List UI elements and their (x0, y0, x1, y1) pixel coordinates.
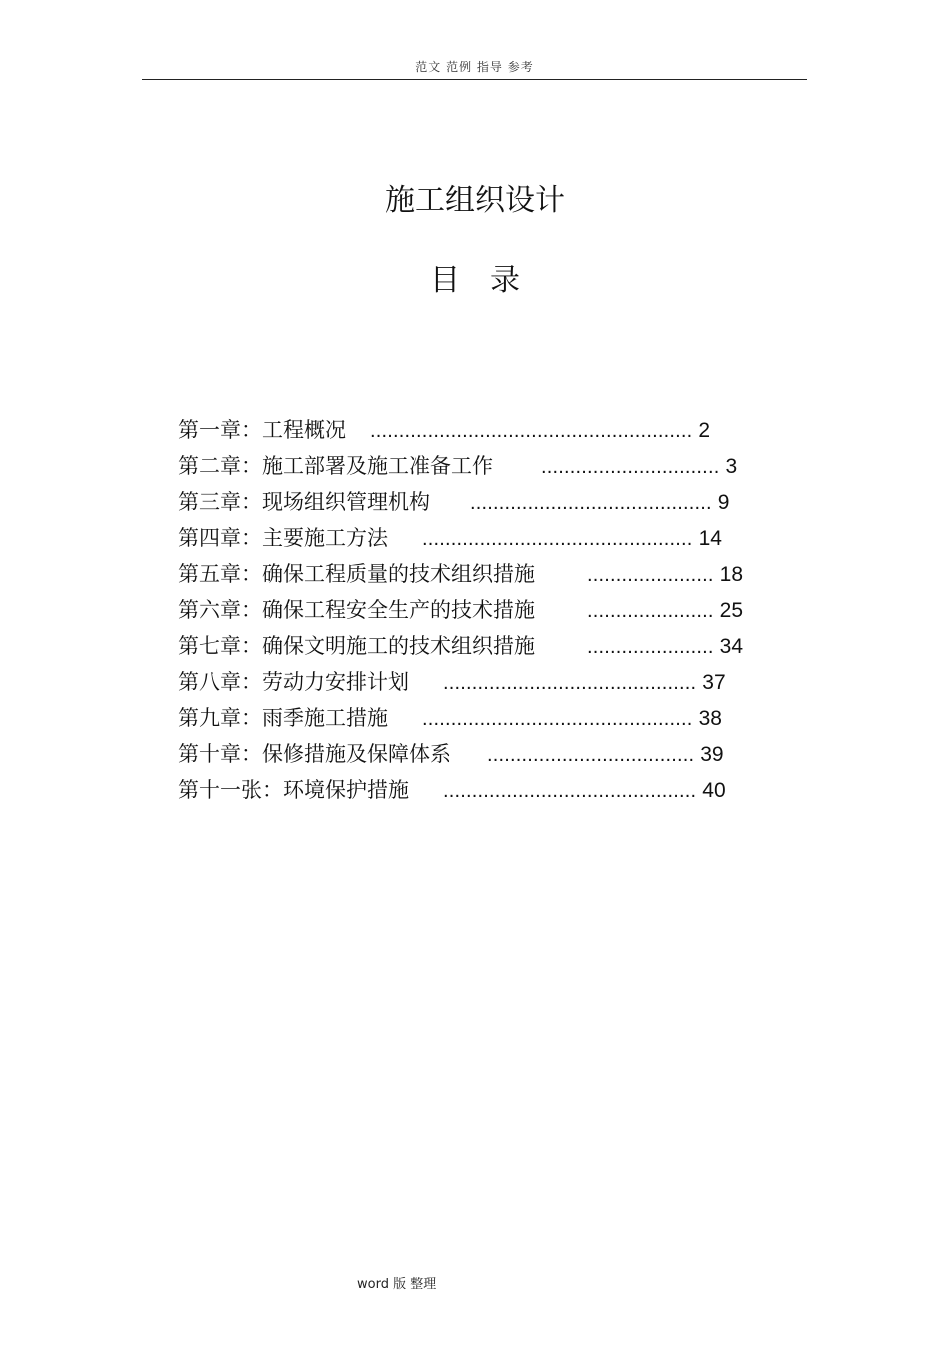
table-of-contents (178, 412, 818, 808)
toc-chapter-number: 第十章： (178, 742, 262, 766)
toc-chapter-number: 第七章： (178, 634, 262, 658)
toc-chapter-name: 确保工程质量的技术组织措施 (262, 562, 535, 586)
toc-entry[interactable] (178, 556, 818, 592)
toc-page-number: 40 (702, 779, 726, 802)
toc-page-number: 34 (719, 635, 744, 658)
toc-chapter-number: 第三章： (178, 490, 262, 514)
toc-entry[interactable] (178, 592, 818, 628)
toc-entry[interactable] (178, 628, 818, 664)
toc-page-number: 39 (700, 743, 724, 766)
toc-dot-leader: ............................... (541, 456, 720, 478)
toc-chapter-name: 主要施工方法 (262, 526, 388, 550)
toc-chapter-name: 劳动力安排计划 (262, 670, 409, 694)
toc-dot-leader: ............................................... (422, 708, 693, 730)
toc-page-number: 38 (698, 707, 722, 730)
toc-entry[interactable] (178, 700, 818, 736)
toc-entry[interactable] (178, 484, 818, 520)
toc-chapter-number: 第九章： (178, 706, 262, 730)
toc-chapter-number: 第五章： (178, 562, 262, 586)
page-footer: word 版 整理 (357, 1277, 437, 1292)
toc-entry[interactable] (178, 412, 818, 448)
toc-dot-leader: ............................................... (422, 528, 693, 550)
toc-chapter-number: 第一章： (178, 418, 262, 442)
toc-page-number: 14 (698, 527, 722, 550)
toc-entry[interactable] (178, 736, 818, 772)
toc-page-number: 18 (719, 563, 744, 586)
toc-chapter-name: 现场组织管理机构 (262, 490, 430, 514)
toc-dot-leader: ...................... (587, 600, 714, 622)
toc-dot-leader: .......................................... (470, 492, 712, 514)
toc-chapter-number: 第四章： (178, 526, 262, 550)
toc-page-number: 3 (725, 455, 738, 478)
document-title: 施工组织设计 (385, 183, 565, 218)
toc-chapter-name: 工程概况 (262, 418, 346, 442)
toc-dot-leader: .................................... (487, 744, 695, 766)
toc-page-number: 25 (719, 599, 744, 622)
toc-page-number: 37 (702, 671, 726, 694)
toc-page-number: 2 (698, 419, 711, 442)
header-divider (142, 79, 807, 80)
toc-chapter-name: 施工部署及施工准备工作 (262, 454, 493, 478)
toc-dot-leader: ............................................ (443, 780, 697, 802)
toc-page-number: 9 (717, 491, 730, 514)
page-header: 范文 范例 指导 参考 (415, 60, 534, 74)
toc-entry[interactable] (178, 520, 818, 556)
toc-dot-leader: ...................... (587, 636, 714, 658)
toc-chapter-name: 确保工程安全生产的技术措施 (262, 598, 535, 622)
toc-chapter-number: 第六章： (178, 598, 262, 622)
toc-entry[interactable] (178, 772, 818, 808)
toc-chapter-name: 环境保护措施 (283, 778, 409, 802)
toc-chapter-number: 第十一张： (178, 778, 283, 802)
toc-heading: 目录 (430, 263, 550, 298)
toc-entry[interactable] (178, 664, 818, 700)
toc-dot-leader: ........................................................ (370, 420, 693, 442)
toc-dot-leader: ............................................ (443, 672, 697, 694)
toc-chapter-name: 保修措施及保障体系 (262, 742, 451, 766)
toc-chapter-number: 第二章： (178, 454, 262, 478)
toc-entry[interactable] (178, 448, 818, 484)
toc-chapter-name: 确保文明施工的技术组织措施 (262, 634, 535, 658)
toc-chapter-number: 第八章： (178, 670, 262, 694)
toc-dot-leader: ...................... (587, 564, 714, 586)
toc-chapter-name: 雨季施工措施 (262, 706, 388, 730)
